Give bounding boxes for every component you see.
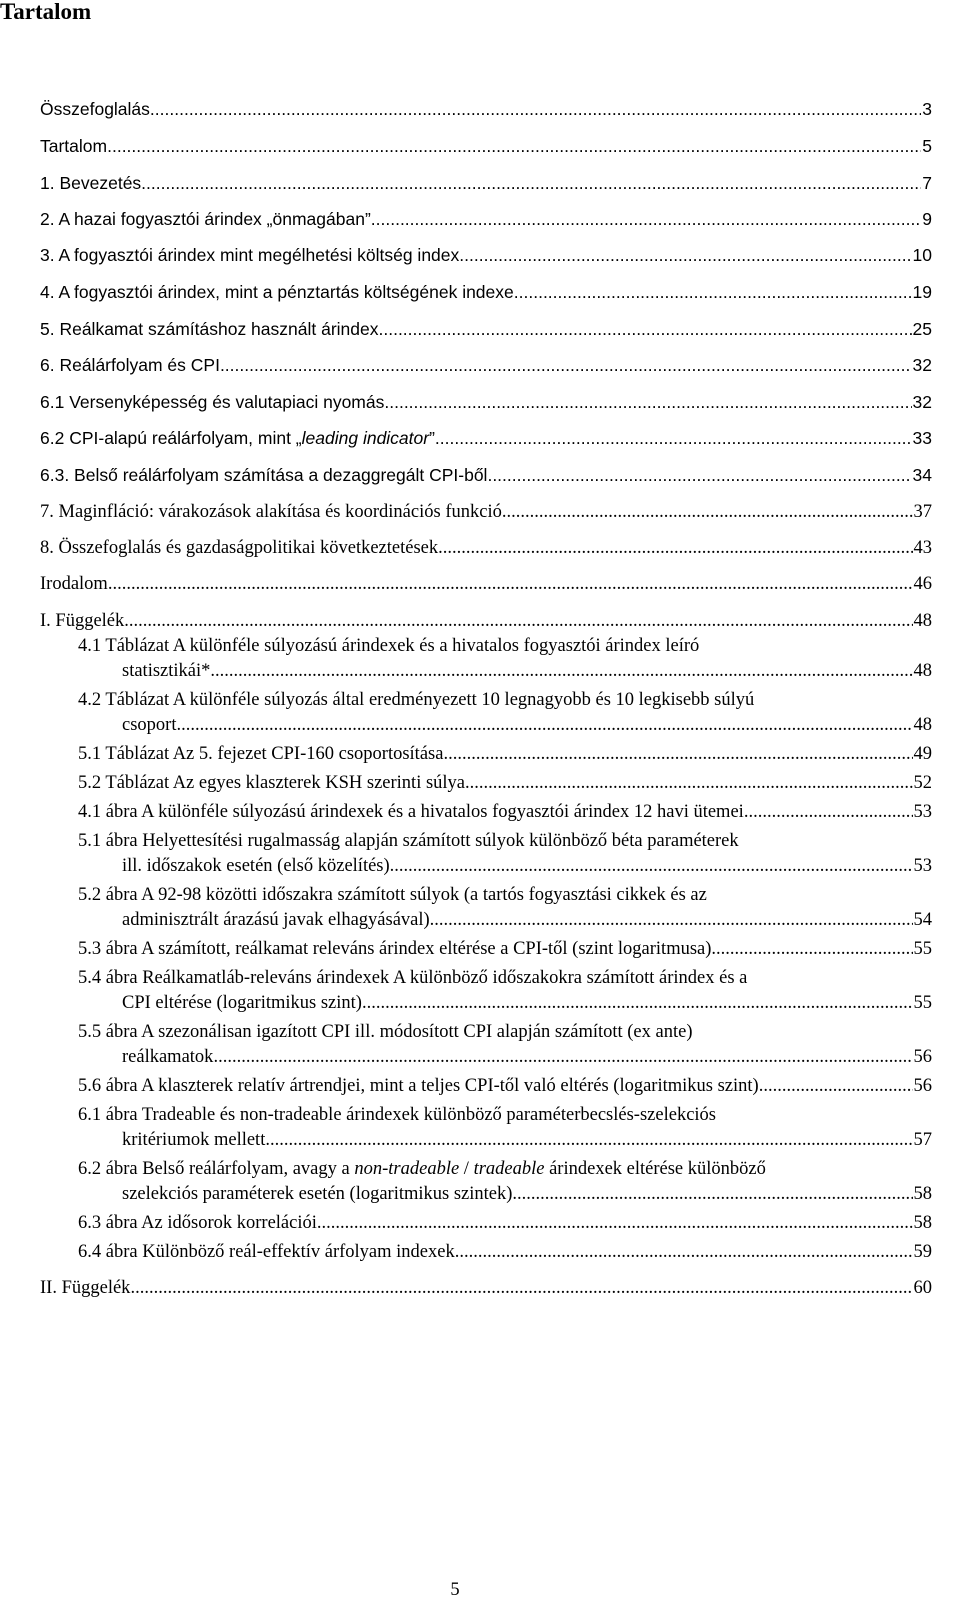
toc-entry-page: 58 bbox=[913, 1213, 932, 1233]
toc-entry-text: 5.3 ábra A számított, reálkamat releváns árindex eltérése a CPI-től (szint logaritmusa) bbox=[78, 939, 712, 959]
dot-leader bbox=[502, 500, 913, 525]
dot-leader bbox=[124, 609, 912, 634]
toc-entry-abra-6-2[interactable] bbox=[78, 1157, 932, 1207]
toc-entry-text: 2. A hazai fogyasztói árindex „önmagában” bbox=[40, 209, 371, 229]
dot-leader bbox=[107, 134, 921, 159]
toc-entry-text-cont: statisztikái* bbox=[122, 661, 211, 681]
dot-leader bbox=[130, 1276, 912, 1301]
toc-entry-page: 59 bbox=[913, 1242, 932, 1262]
toc-entry-text: 5. Reálkamat számításhoz használt árindex bbox=[40, 319, 379, 339]
toc-entry-page: 48 bbox=[913, 715, 932, 735]
toc-entry-text-italic: tradeable bbox=[473, 1159, 545, 1179]
toc-entry-irodalom[interactable] bbox=[40, 572, 932, 597]
toc-entry-abra-5-4[interactable] bbox=[78, 966, 932, 1016]
dot-leader bbox=[210, 659, 912, 684]
dot-leader bbox=[213, 1045, 912, 1070]
toc-entry-abra-5-1[interactable] bbox=[78, 829, 932, 879]
toc-entry-page: 37 bbox=[913, 502, 932, 522]
toc-entry-text: 6.1 ábra Tradeable és non-tradeable árindexek különböző paraméterbecslés-szelekciós bbox=[78, 1105, 716, 1125]
toc-entry-text-cont: kritériumok mellett bbox=[122, 1130, 266, 1150]
toc-entry-page: 53 bbox=[913, 856, 932, 876]
dot-leader bbox=[390, 854, 913, 879]
toc-entry-7[interactable] bbox=[40, 500, 932, 525]
toc-entry-abra-5-2[interactable] bbox=[78, 883, 932, 933]
toc-entry-page: 46 bbox=[913, 574, 932, 594]
dot-leader bbox=[317, 1211, 913, 1236]
dot-leader bbox=[435, 426, 912, 451]
toc-entry-text: Tartalom bbox=[40, 136, 108, 156]
toc-entry-text-cont: ill. időszakok esetén (első közelítés) bbox=[122, 856, 390, 876]
toc-entry-text bbox=[78, 1157, 766, 1182]
toc-entry-text: 5.1 Táblázat Az 5. fejezet CPI-160 csoportosítása bbox=[78, 744, 444, 764]
toc-entry-page: 25 bbox=[912, 319, 932, 339]
toc-entry-text-part: / bbox=[459, 1159, 474, 1179]
toc-entry-page: 19 bbox=[912, 282, 932, 302]
toc-entry-text: II. Függelék bbox=[40, 1278, 131, 1298]
toc-entry-tartalom[interactable] bbox=[40, 134, 932, 159]
dot-leader bbox=[362, 991, 913, 1016]
toc-entry-page: 60 bbox=[913, 1278, 932, 1298]
toc-entry-abra-4-1[interactable] bbox=[78, 800, 932, 825]
toc-entry-page: 10 bbox=[912, 245, 932, 265]
page-title: Tartalom bbox=[0, 0, 92, 24]
toc-entry-1[interactable] bbox=[40, 171, 932, 196]
toc-entry-page: 33 bbox=[912, 428, 932, 448]
toc-entry-6-1[interactable] bbox=[40, 390, 932, 415]
toc-entry-page: 52 bbox=[913, 773, 932, 793]
toc-entry-text: 6.3. Belső reálárfolyam számítása a dezaggregált CPI-ből bbox=[40, 465, 488, 485]
dot-leader bbox=[512, 1182, 912, 1207]
page-number: 5 bbox=[450, 1580, 460, 1600]
toc-entry-6-3[interactable] bbox=[40, 463, 932, 488]
toc-entry-page: 54 bbox=[913, 910, 932, 930]
toc-entry-page: 32 bbox=[912, 392, 932, 412]
toc-entry-page: 56 bbox=[913, 1076, 932, 1096]
toc-entry-text-cont: adminisztrált árazású javak elhagyásával) bbox=[122, 910, 430, 930]
toc-entry-page: 5 bbox=[922, 136, 932, 156]
toc-entry-text: Irodalom bbox=[40, 574, 108, 594]
dot-leader bbox=[711, 937, 912, 962]
toc-entry-abra-6-1[interactable] bbox=[78, 1103, 932, 1153]
toc-entry-text: 6.1 Versenyképesség és valutapiaci nyomás bbox=[40, 392, 385, 412]
dot-leader bbox=[487, 463, 911, 488]
toc-entry-abra-5-3[interactable] bbox=[78, 937, 932, 962]
toc-entry-text: 6.4 ábra Különböző reál-effektív árfolyam indexek bbox=[78, 1242, 455, 1262]
toc-entry-text-part: 6.2 CPI-alapú reálárfolyam, mint „ bbox=[40, 428, 302, 448]
toc-entry-text: 5.2 Táblázat Az egyes klaszterek KSH szerinti súlya bbox=[78, 773, 466, 793]
toc-entry-tablazat-5-1[interactable] bbox=[78, 742, 932, 767]
toc-entry-page: 48 bbox=[913, 661, 932, 681]
toc-entry-page: 55 bbox=[913, 939, 932, 959]
toc-entry-text-italic: non-tradeable bbox=[354, 1159, 460, 1179]
toc-entry-page: 49 bbox=[913, 744, 932, 764]
dot-leader bbox=[371, 207, 922, 232]
toc-entry-page: 53 bbox=[913, 802, 932, 822]
toc-entry-text-cont: szelekciós paraméterek esetén (logaritmikus szintek) bbox=[122, 1184, 513, 1204]
toc-entry-text-cont: CPI eltérése (logaritmikus szint) bbox=[122, 993, 362, 1013]
dot-leader bbox=[108, 572, 913, 597]
dot-leader bbox=[141, 171, 921, 196]
dot-leader bbox=[455, 1240, 913, 1265]
dot-leader bbox=[176, 713, 912, 738]
toc-entry-text: 5.5 ábra A szezonálisan igazított CPI ill. módosított CPI alapján számított (ex ante) bbox=[78, 1022, 693, 1042]
dot-leader bbox=[265, 1128, 912, 1153]
dot-leader bbox=[438, 536, 912, 561]
dot-leader bbox=[465, 771, 912, 796]
dot-leader bbox=[430, 908, 913, 933]
toc-entry-4[interactable] bbox=[40, 280, 932, 305]
toc-entry-page: 7 bbox=[922, 173, 932, 193]
toc-entry-5[interactable] bbox=[40, 317, 932, 342]
toc-entry-tablazat-5-2[interactable] bbox=[78, 771, 932, 796]
toc-entry-6[interactable] bbox=[40, 353, 932, 378]
toc-entry-text: 6.3 ábra Az idősorok korrelációi bbox=[78, 1213, 317, 1233]
dot-leader bbox=[744, 800, 913, 825]
toc-entry-text: 4.1 ábra A különféle súlyozású árindexek és a hivatalos fogyasztói árindex 12 havi ütemei bbox=[78, 802, 744, 822]
toc-entry-text: 7. Maginfláció: várakozások alakítása és koordinációs funkció bbox=[40, 502, 502, 522]
toc-entry-page: 3 bbox=[922, 99, 932, 119]
dot-leader bbox=[220, 353, 912, 378]
dot-leader bbox=[514, 280, 912, 305]
toc-entry-text: 5.4 ábra Reálkamatláb-releváns árindexek A különböző időszakokra számított árindex és a bbox=[78, 968, 748, 988]
toc-entry-page: 9 bbox=[922, 209, 932, 229]
dot-leader bbox=[384, 390, 911, 415]
toc-entry-tablazat-4-2[interactable] bbox=[78, 688, 932, 738]
toc-entry-text-part: árindexek eltérése különböző bbox=[544, 1159, 766, 1179]
toc-entry-page: 43 bbox=[913, 538, 932, 558]
toc-entry-page: 57 bbox=[913, 1130, 932, 1150]
dot-leader bbox=[443, 742, 912, 767]
toc-entry-text: 4.2 Táblázat A különféle súlyozás által eredményezett 10 legnagyobb és 10 legkisebb súlyú bbox=[78, 690, 755, 710]
toc-entry-8[interactable] bbox=[40, 536, 932, 561]
toc-entry-text: 5.1 ábra Helyettesítési rugalmasság alapján számított súlyok különböző béta paraméterek bbox=[78, 831, 739, 851]
toc-entry-text-part: 6.2 ábra Belső reálárfolyam, avagy a bbox=[78, 1159, 355, 1179]
toc-entry-fuggelek-2[interactable] bbox=[40, 1276, 932, 1301]
toc-entry-text: 3. A fogyasztói árindex mint megélhetési költség index bbox=[40, 245, 460, 265]
toc-entry-text: 1. Bevezetés bbox=[40, 173, 142, 193]
toc-entry-text: 4. A fogyasztói árindex, mint a pénztartás költségének indexe bbox=[40, 282, 514, 302]
dot-leader bbox=[759, 1074, 913, 1099]
toc-entry-page: 58 bbox=[913, 1184, 932, 1204]
toc-entry-abra-6-4[interactable] bbox=[78, 1240, 932, 1265]
toc-entry-fuggelek-1[interactable] bbox=[40, 609, 932, 634]
toc-entry-osszefoglalas[interactable] bbox=[40, 97, 932, 122]
toc-entry-text-cont: csoport bbox=[122, 715, 177, 735]
toc-entry-text-italic: leading indicator bbox=[301, 428, 430, 448]
toc-entry-page: 48 bbox=[913, 611, 932, 631]
toc-entry-abra-5-6[interactable] bbox=[78, 1074, 932, 1099]
toc-entry-text: Összefoglalás bbox=[40, 99, 150, 119]
toc-entry-text-part: ” bbox=[429, 428, 435, 448]
toc-entry-page: 34 bbox=[912, 465, 932, 485]
toc-entry-abra-5-5[interactable] bbox=[78, 1020, 932, 1070]
toc-entry-3[interactable] bbox=[40, 243, 932, 268]
toc-entry-text: 5.6 ábra A klaszterek relatív ártrendjei, mint a teljes CPI-től való eltérés (logaritmikus szint) bbox=[78, 1076, 759, 1096]
toc-entry-page: 32 bbox=[912, 355, 932, 375]
toc-entry-tablazat-4-1[interactable] bbox=[78, 634, 932, 684]
toc-entry-text: 5.2 ábra A 92-98 közötti időszakra számított súlyok (a tartós fogyasztási cikkek és az bbox=[78, 885, 707, 905]
toc-entry-page: 55 bbox=[913, 993, 932, 1013]
dot-leader bbox=[379, 317, 912, 342]
toc-entry-text: I. Függelék bbox=[40, 611, 125, 631]
toc-entry-abra-6-3[interactable] bbox=[78, 1211, 932, 1236]
toc-entry-text: 6. Reálárfolyam és CPI bbox=[40, 355, 220, 375]
toc-entry-2[interactable] bbox=[40, 207, 932, 232]
toc-entry-text-cont: reálkamatok bbox=[122, 1047, 214, 1067]
toc-entry-6-2[interactable] bbox=[40, 426, 932, 451]
dot-leader bbox=[459, 243, 911, 268]
toc-entry-text: 8. Összefoglalás és gazdaságpolitikai következtetések bbox=[40, 538, 439, 558]
toc-entry-text bbox=[40, 426, 435, 451]
dot-leader bbox=[150, 97, 921, 122]
toc-entry-page: 56 bbox=[913, 1047, 932, 1067]
toc-entry-text: 4.1 Táblázat A különféle súlyozású árindexek és a hivatalos fogyasztói árindex leíró bbox=[78, 636, 700, 656]
